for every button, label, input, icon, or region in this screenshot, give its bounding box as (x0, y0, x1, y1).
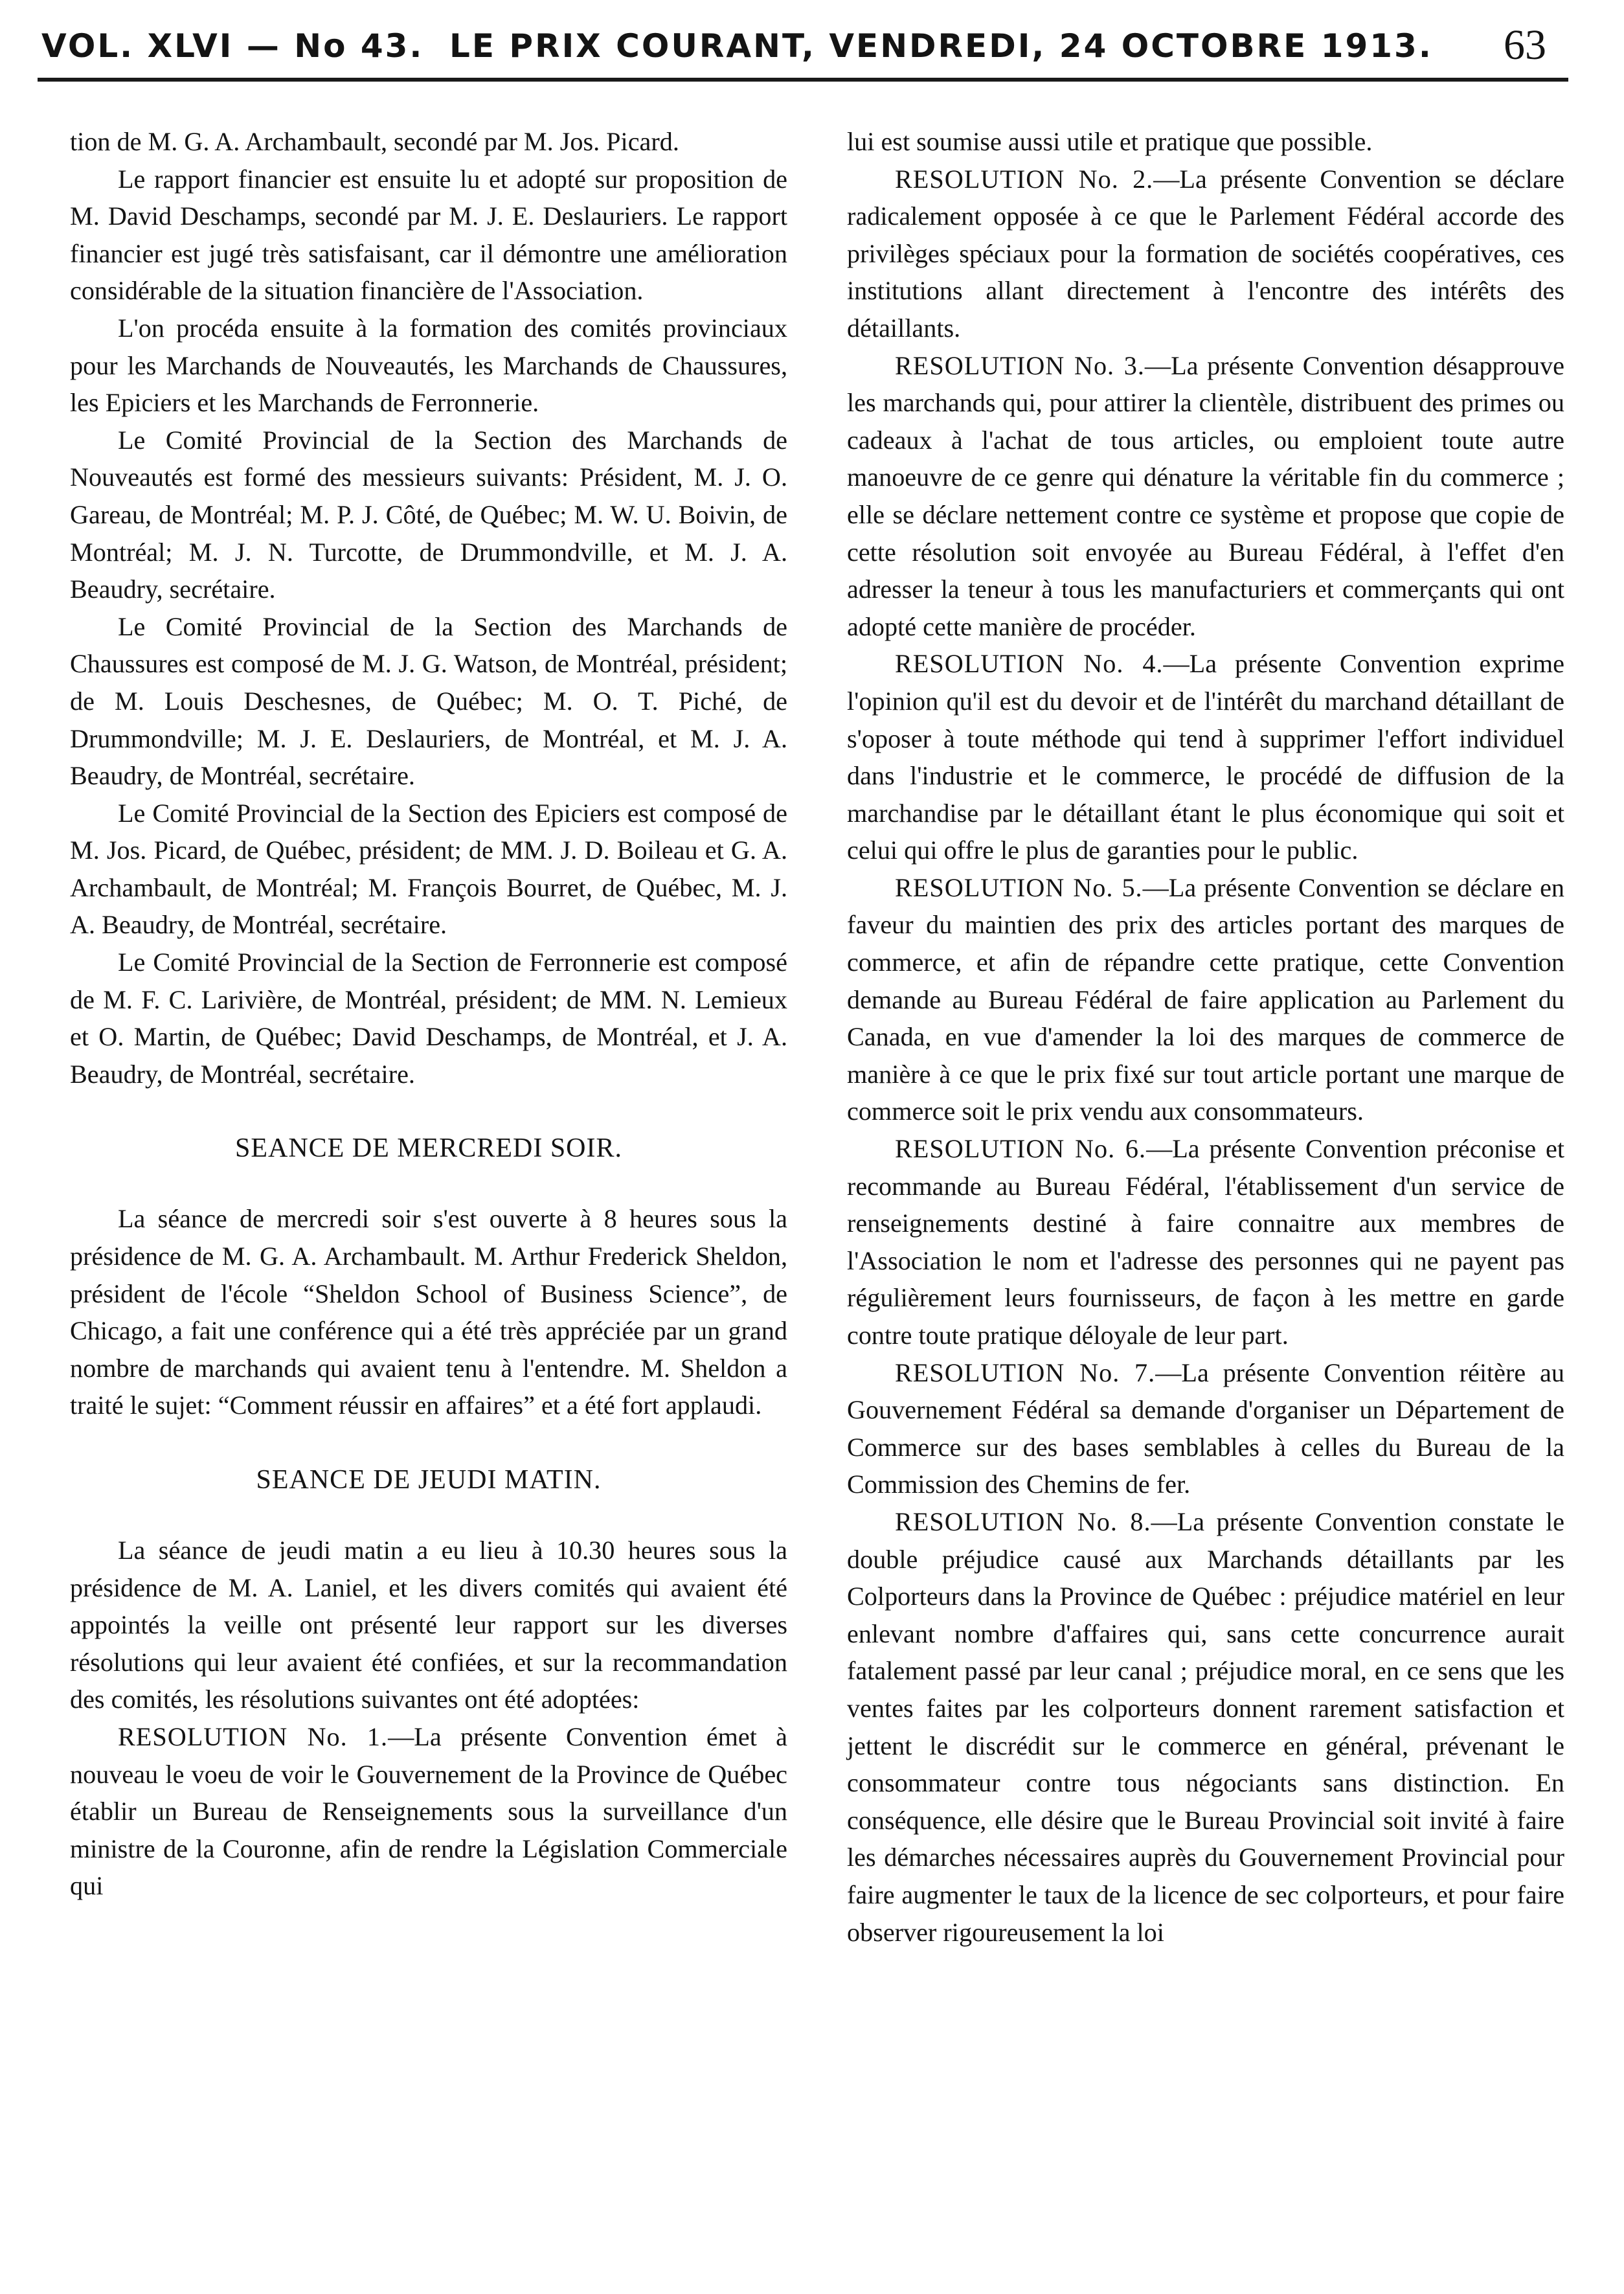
resolution-label: RESOLUTION No. 8. (895, 1506, 1151, 1536)
resolution-paragraph (847, 347, 1564, 646)
paragraph: lui est soumise aussi utile et pratique que possible. (847, 127, 1373, 156)
paragraph: Le Comité Provincial de la Section de Ferronnerie est composé de M. F. C. Larivière, de Montréal, président; de MM. N. Lemieux et O. Martin, de Québec; David Deschamps, de Montréal, et J. A. Beaudry, de Montréal, secrétaire. (70, 948, 787, 1089)
resolution-text: —La présente Convention exprime l'opinion qu'il est du devoir et de l'intérêt du marchand détaillant de s'oposer à toute méthode qui tend à supprimer l'effort individuel dans l'industrie et le commerce, le procédé de diffusion de la marchandise par le détaillant étant le plus économique qui soit et celui qui offre le plus de garanties pour le public. (847, 649, 1564, 865)
resolution-paragraph (847, 1503, 1564, 1951)
section-heading: SEANCE DE JEUDI MATIN. (256, 1465, 602, 1495)
resolution-text: —La présente Convention désapprouve les marchands qui, pour attirer la clientèle, distribuent des primes ou cadeaux à l'achat de tous articles, ou emploient toute autre manoeuvre de ce genre qui dénature la véritable fin du commerce ; elle se déclare nettement contre ce système et propose que copie de cette résolution soit envoyée au Bureau Fédéral, à l'effet d'en adresser la teneur à tous les manufacturiers et commerçants qui ont adopté cette manière de procéder. (847, 350, 1564, 641)
publication-title: LE PRIX COURANT, VENDREDI, 24 OCTOBRE 1913. (449, 27, 1433, 65)
right-column (847, 123, 1564, 1951)
resolution-text: —La présente Convention réitère au Gouvernement Fédéral sa demande d'organiser un Département de Commerce sur des bases semblables à celles du Bureau de la Commission des Chemins de fer. (847, 1357, 1564, 1499)
section-heading: SEANCE DE MERCREDI SOIR. (234, 1133, 623, 1164)
paragraph: La séance de mercredi soir s'est ouverte à 8 heures sous la présidence de M. G. A. Archambault. M. Arthur Frederick Sheldon, président de l'école “Sheldon School of Business Science”, de Chicago, a fait une conférence qui a été très appréciée par un grand nombre de marchands qui avaient tenu à l'entendre. M. Sheldon a traité le sujet: “Comment réussir en affaires” et a été fort applaudi. (70, 1204, 787, 1420)
resolution-label: RESOLUTION No. 5. (895, 872, 1143, 902)
paragraph: L'on procéda ensuite à la formation des comités provinciaux pour les Marchands de Nouveautés, les Marchands de Chaussures, les Epiciers et les Marchands de Ferronnerie. (70, 313, 787, 418)
resolution-text: —La présente Convention se déclare en faveur du maintien des prix des articles portant des marques de commerce, et afin de répandre cette pratique, cette Convention demande au Bureau Fédéral de faire application au Parlement du Canada, en vue d'amender la loi des marques de commerce de manière à ce que le prix fixé sur tout article portant une marque de commerce soit le prix vendu aux consommateurs. (847, 872, 1564, 1126)
volume-number: VOL. XLVI — No 43. (41, 27, 424, 65)
resolution-label: RESOLUTION No. 7. (895, 1357, 1156, 1387)
resolution-paragraph (847, 1130, 1564, 1354)
resolution-label: RESOLUTION No. 4. (895, 649, 1164, 679)
paragraph: tion de M. G. A. Archambault, secondé par M. Jos. Picard. (70, 127, 679, 156)
resolution-text: —La présente Convention se déclare radicalement opposée à ce que le Parlement Fédéral accorde des privilèges spéciaux pour la formation de sociétés coopératives, ces institutions allant directement à l'encontre des intérêts des détaillants. (847, 164, 1564, 343)
resolution-paragraph (70, 1718, 787, 1905)
resolution-paragraph (847, 161, 1564, 347)
paragraph: Le Comité Provincial de la Section des Marchands de Chaussures est composé de M. J. G. Watson, de Montréal, président; de M. Louis Deschesnes, de Québec; M. O. T. Piché, de Drummondville; M. J. E. Deslauriers, de Montréal, et M. J. A. Beaudry, de Montréal, secrétaire. (70, 611, 787, 791)
resolution-label: RESOLUTION No. 3. (895, 350, 1145, 380)
left-column (70, 123, 787, 1905)
resolution-paragraph (847, 869, 1564, 1130)
page-number: 63 (1504, 21, 1546, 69)
resolution-label: RESOLUTION No. 6. (895, 1134, 1147, 1164)
header-rule (38, 78, 1568, 82)
resolution-label: RESOLUTION No. 1. (118, 1721, 389, 1751)
resolution-text: —La présente Convention émet à nouveau le voeu de voir le Gouvernement de la Province de Québec établir un Bureau de Renseignements sous la surveillance d'un ministre de la Couronne, afin de rendre la Législation Commerciale qui (70, 1721, 787, 1901)
resolution-paragraph (847, 1354, 1564, 1503)
paragraph: La séance de jeudi matin a eu lieu à 10.30 heures sous la présidence de M. A. Laniel, et les divers comités qui avaient été appointés la veille ont présenté leur rapport sur les diverses résolutions qui leur avaient été confiées, et sur la recommandation des comités, les résolutions suivantes ont été adoptées: (70, 1536, 787, 1714)
resolution-label: RESOLUTION No. 2. (895, 164, 1154, 194)
paragraph: Le Comité Provincial de la Section des Epiciers est composé de M. Jos. Picard, de Québec, président; de MM. J. D. Boileau et G. A. Archambault, de Montréal; M. François Bourret, de Québec, M. J. A. Beaudry, de Montréal, secrétaire. (70, 798, 787, 940)
paragraph: Le Comité Provincial de la Section des Marchands de Nouveautés est formé des messieurs suivants: Président, M. J. O. Gareau, de Montréal; M. P. J. Côté, de Québec; M. W. U. Boivin, de Montréal; M. J. N. Turcotte, de Drummondville, et M. J. A. Beaudry, secrétaire. (70, 425, 787, 604)
resolution-text: —La présente Convention constate le double préjudice causé aux Marchands détaillants par les Colporteurs dans la Province de Québec : préjudice matériel en leur enlevant nombre d'affaires qui, sans cette concurrence aurait fatalement passé par leur canal ; préjudice moral, en ce sens que les ventes faites par les colporteurs donnent rarement satisfaction et jettent le discrédit sur le commerce en général, prévenant le consommateur contre tous négociants sans distinction. En conséquence, elle désire que le Bureau Provincial soit invité à faire les démarches nécessaires auprès du Gouvernement Provincial pour faire augmenter le taux de la licence de sec colporteurs, et pour faire observer rigoureusement la loi (847, 1506, 1564, 1947)
paragraph: Le rapport financier est ensuite lu et adopté sur proposition de M. David Deschamps, secondé par M. J. E. Deslauriers. Le rapport financier est jugé très satisfaisant, car il démontre une amélioration considérable de la situation financière de l'Association. (70, 164, 787, 306)
resolution-paragraph (847, 645, 1564, 869)
resolution-text: —La présente Convention préconise et recommande au Bureau Fédéral, l'établissement d'un service de renseignements destiné à faire connaitre aux membres de l'Association le nom et l'adresse des personnes qui ne payent pas régulièrement leurs fournisseurs, de façon à les mettre en garde contre toute pratique déloyale de leur part. (847, 1134, 1564, 1350)
